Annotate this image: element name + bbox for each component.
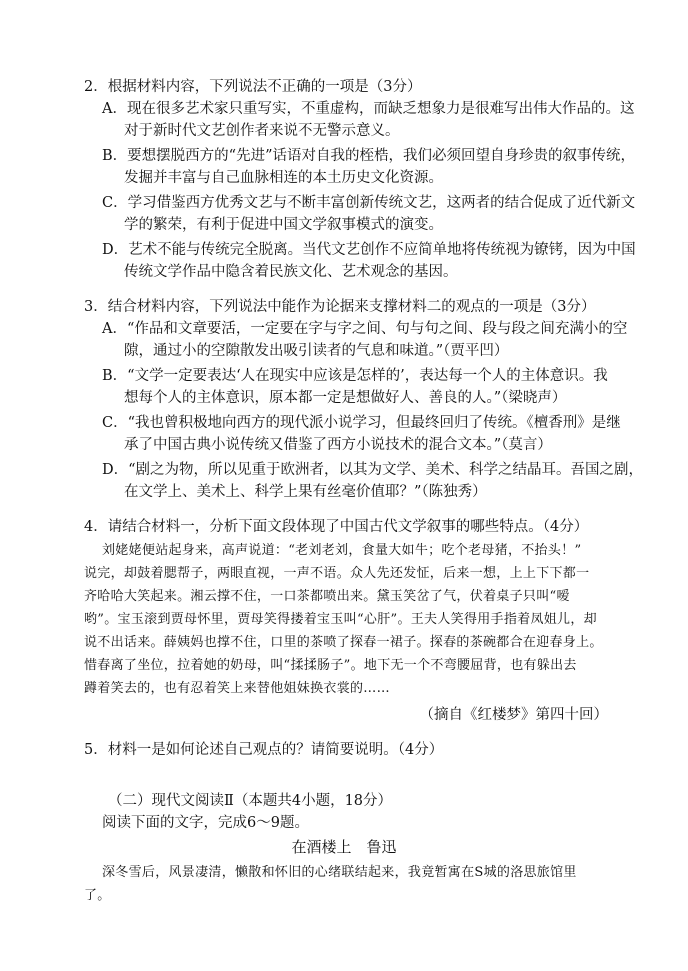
q4-excerpt-line6: 惜春离了坐位，拉着她的奶母，叫“揉揉肠子”。地下无一个不弯腰屈背，也有躲出去	[84, 658, 577, 673]
q2-option-b-line1: B．要想摆脱西方的“先进”话语对自我的桎梏，我们必须回望自身珍贵的叙事传统，	[102, 148, 635, 164]
passage-title: 在酒楼上 鲁迅	[291, 838, 397, 856]
q3-option-d-line2: 在文学上、美术上、科学上果有丝毫价值耶？”（陈独秀）	[124, 484, 487, 500]
q2-option-a-line2: 对于新时代文艺创作者来说不无警示意义。	[124, 123, 400, 139]
q3-option-c-line2: 承了中国古典小说传统又借鉴了西方小说技术的混合文本。”（莫言）	[124, 437, 552, 453]
q2-option-d-line2: 传统文学作品中隐含着民族文化、艺术观念的基因。	[124, 264, 458, 280]
q3-option-a-line1: A．“作品和文章要活，一定要在字与字之间、句与句之间、段与段之间充满小的空	[102, 321, 628, 337]
q4-excerpt-line5: 说不出话来。薛姨妈也撑不住，口里的茶喷了探春一裙子。探春的茶碗都合在迎春身上。	[84, 635, 603, 650]
q5-stem: 5．材料一是如何论述自己观点的？请简要说明。（4分）	[84, 742, 444, 758]
q2-option-b-line2: 发掘并丰富与自己血脉相连的本土历史文化资源。	[124, 170, 443, 186]
passage-line2: 了。	[84, 888, 111, 903]
q4-stem: 4．请结合材料一，分析下面文段体现了中国古代文学叙事的哪些特点。（4分）	[84, 519, 589, 535]
q4-excerpt-line1: 刘姥姥便站起身来，高声说道：“老刘老刘，食量大如牛；吃个老母猪，不抬头！”	[102, 543, 582, 558]
q2-option-a-line1: A．现在很多艺术家只重写实，不重虚构，而缺乏想象力是很难写出伟大作品的。这	[102, 101, 635, 117]
q3-option-b-line2: 想每个人的主体意识，原本都一定是想做好人、善良的人。”（梁晓声）	[124, 390, 567, 406]
q3-option-c-line1: C．“我也曾积极地向西方的现代派小说学习，但最终回归了传统。《檀香刑》是继	[102, 415, 621, 431]
q2-option-d-line1: D．艺术不能与传统完全脱离。当代文艺创作不应简单地将传统视为镣铐，因为中国	[102, 242, 636, 258]
q4-excerpt-line4: 哟”。宝玉滚到贾母怀里，贾母笑得搂着宝玉叫“心肝”。王夫人笑得用手指着凤姐儿，却	[84, 612, 597, 627]
q2-stem: 2．根据材料内容，下列说法不正确的一项是（3分）	[84, 79, 422, 95]
q4-excerpt-line3: 齐哈哈大笑起来。湘云撑不住，一口茶都喷出来。黛玉笑岔了气，伏着桌子只叫“嗳	[84, 589, 570, 604]
q2-option-c-line2: 学的繁荣，有利于促进中国文学叙事模式的演变。	[124, 217, 443, 233]
q4-excerpt-line7: 蹲着笑去的，也有忍着笑上来替他姐妹换衣裳的……	[84, 681, 390, 696]
section2-heading: （二）现代文阅读Ⅱ（本题共4小题，18分）	[108, 793, 393, 809]
passage-line1: 深冬雪后，风景凄清，懒散和怀旧的心绪联结起来，我竟暂寓在S城的洛思旅馆里	[102, 865, 577, 880]
q4-excerpt-line2: 说完，却鼓着腮帮子，两眼直视，一声不语。众人先还发怔，后来一想，上上下下都一	[84, 566, 590, 581]
q2-option-c-line1: C．学习借鉴西方优秀文艺与不断丰富创新传统文艺，这两者的结合促成了近代新文	[102, 195, 636, 211]
q3-option-d-line1: D．“剧之为物，所以见重于欧洲者，以其为文学、美术、科学之结晶耳。吾国之剧，	[102, 462, 644, 478]
q4-source: （摘自《红楼梦》第四十回）	[419, 707, 608, 723]
section2-instruction: 阅读下面的文字，完成6～9题。	[102, 815, 309, 831]
q3-stem: 3．结合材料内容，下列说法中能作为论据来支撑材料二的观点的一项是（3分）	[84, 299, 596, 315]
q3-option-a-line2: 隙，通过小的空隙散发出吸引读者的气息和味道。”（贾平凹）	[124, 343, 509, 359]
q3-option-b-line1: B．“文学一定要表达‘人在现实中应该是怎样的’，表达每一个人的主体意识。我	[102, 368, 608, 384]
